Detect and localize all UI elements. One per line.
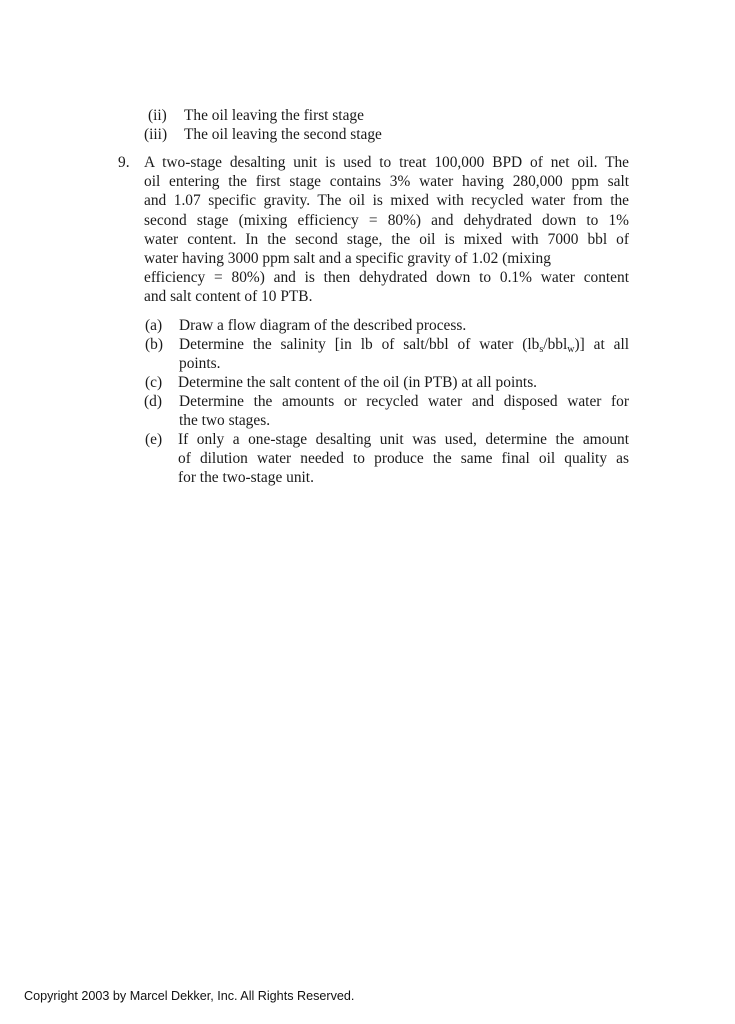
part-b-text [179, 335, 629, 373]
part-b-line: points. [179, 355, 221, 373]
item-iii-label: (iii) [144, 126, 168, 143]
item-iii-text: The oil leaving the second stage [184, 126, 382, 143]
part-e-line: If only a one-stage desalting unit was used, determine the amount [178, 431, 629, 448]
part-d-line: the two stages. [179, 412, 271, 430]
problem-statement [144, 153, 629, 307]
item-ii-label: (ii) [148, 107, 167, 124]
problem-number: 9. [118, 154, 130, 171]
problem-line: efficiency = 80%) and is then dehydrated down to 0.1% water content [144, 269, 629, 287]
part-d-line: Determine the amounts or recycled water and disposed water for [179, 393, 629, 410]
problem-line: oil entering the first stage contains 3% water having 280,000 ppm salt [144, 173, 629, 191]
problem-line: water content. In the second stage, the oil is mixed with 7000 bbl of [144, 230, 629, 248]
problem-line: second stage (mixing efficiency = 80%) and dehydrated down to 1% [144, 211, 629, 229]
problem-line: and salt content of 10 PTB. [144, 288, 313, 306]
problem-line: and 1.07 specific gravity. The oil is mixed with recycled water from the [144, 192, 629, 210]
part-c-text: Determine the salt content of the oil (in PTB) at all points. [178, 374, 538, 391]
problem-line: A two-stage desalting unit is used to treat 100,000 BPD of net oil. The [144, 154, 629, 171]
part-a-text: Draw a flow diagram of the described process. [179, 317, 467, 334]
part-b-label: (b) [145, 336, 163, 353]
item-ii-text: The oil leaving the first stage [184, 107, 364, 124]
copyright-footer: Copyright 2003 by Marcel Dekker, Inc. All Rights Reserved. [24, 989, 355, 1003]
part-d-text [179, 392, 629, 430]
part-c-label: (c) [145, 374, 163, 391]
part-e-label: (e) [145, 431, 163, 448]
part-a-label: (a) [145, 317, 163, 334]
part-b-line: Determine the salinity [in lb of salt/bbl of water $(lb_s/bbl_w)$] at all [179, 336, 630, 355]
problem-line: water having 3000 ppm salt and a specific gravity of 1.02 (mixing [144, 249, 551, 267]
part-e-text [178, 430, 629, 488]
part-d-label: (d) [144, 393, 162, 410]
part-e-line: of dilution water needed to produce the same final oil quality as [178, 450, 629, 468]
part-e-line: for the two-stage unit. [178, 469, 314, 487]
